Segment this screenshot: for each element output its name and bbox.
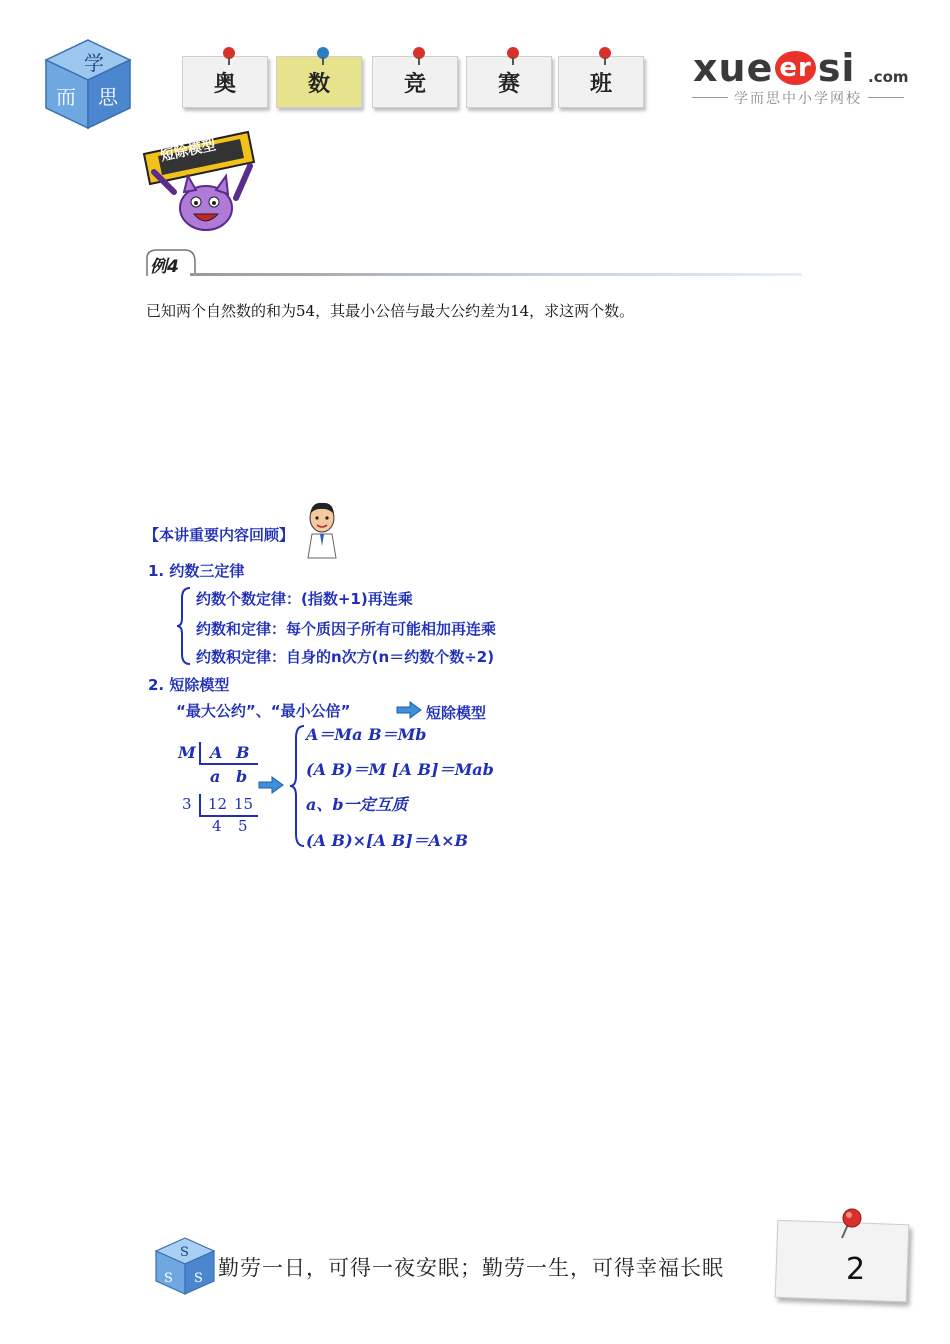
- banner-label: 短除模型: [159, 137, 218, 165]
- footer-motto: 勤劳一日，可得一夜安眠；勤劳一生，可得幸福长眠: [218, 1256, 724, 1280]
- teacher-avatar: [302, 500, 342, 560]
- law-divisor-product: 约数积定律：自身的n次方(n＝约数个数÷2): [196, 648, 495, 666]
- tab-label: 奥: [213, 71, 236, 97]
- review-title: 【本讲重要内容回顾】: [144, 526, 295, 544]
- brand-domain: .com: [868, 68, 909, 86]
- sss-cube-logo: [154, 1236, 216, 1296]
- example-divider: [190, 273, 802, 276]
- example-label: 例4: [150, 257, 179, 277]
- pin-icon: [599, 47, 611, 59]
- formula-2: (A B)＝M [A B]＝Mab: [306, 760, 494, 779]
- numeric-top-a: 12: [208, 795, 228, 813]
- brand-subtitle: [680, 88, 916, 108]
- logo-letter: S: [180, 1245, 189, 1260]
- logo-letter: S: [194, 1271, 203, 1286]
- section2-model-label: 短除模型: [426, 704, 487, 722]
- division-divisor: M: [178, 743, 196, 762]
- formula-4: (A B)×[A B]＝A×B: [306, 831, 469, 850]
- brand-suffix: si: [817, 46, 856, 90]
- brand-er-badge: er: [775, 51, 815, 85]
- numeric-bottom-a: 4: [212, 817, 222, 835]
- left-brace: [176, 586, 192, 666]
- logo-char: 思: [98, 85, 118, 109]
- tab-shu[interactable]: [276, 56, 362, 108]
- pin-icon: [413, 47, 425, 59]
- section2-subtitle: “最大公约”、“最小公倍”: [176, 702, 351, 720]
- division-bottom-a: a: [210, 767, 221, 786]
- xueersi-cube-logo: [44, 38, 132, 130]
- tab-ban[interactable]: [558, 56, 644, 108]
- division-bottom-b: b: [236, 767, 248, 786]
- brand-logo: [693, 46, 855, 90]
- section1-heading: 1. 约数三定律: [148, 562, 245, 580]
- pin-icon: [317, 47, 329, 59]
- numeric-divisor: 3: [182, 795, 192, 813]
- logo-char: 学: [84, 51, 104, 75]
- arrow-right-icon: [396, 701, 422, 719]
- pin-icon: [836, 1206, 866, 1240]
- tab-jing[interactable]: [372, 56, 458, 108]
- brand-subtitle-text: 学而思中小学网校: [734, 91, 862, 107]
- numeric-top-b: 15: [234, 795, 254, 813]
- brand-prefix: xue: [693, 46, 774, 90]
- logo-letter: S: [164, 1271, 173, 1286]
- tab-label: 竞: [403, 71, 426, 97]
- formula-1: A＝Ma B＝Mb: [306, 725, 427, 744]
- logo-char: 而: [56, 85, 76, 109]
- tab-label: 班: [589, 71, 612, 97]
- page-number: 2: [846, 1252, 866, 1287]
- pin-icon: [507, 47, 519, 59]
- tab-label: 数: [307, 71, 330, 97]
- division-bracket: [196, 740, 260, 766]
- tab-sai[interactable]: [466, 56, 552, 108]
- formula-brace: [288, 724, 306, 848]
- formula-3: a、b一定互质: [306, 795, 408, 814]
- division-top-a: A: [210, 743, 223, 762]
- tab-label: 赛: [497, 71, 520, 97]
- law-divisor-count: 约数个数定律：(指数+1)再连乘: [196, 590, 413, 608]
- law-divisor-sum: 约数和定律：每个质因子所有可能相加再连乘: [196, 620, 497, 638]
- pin-icon: [223, 47, 235, 59]
- tab-ao[interactable]: [182, 56, 268, 108]
- division-top-b: B: [236, 743, 250, 762]
- section2-heading: 2. 短除模型: [148, 676, 230, 694]
- arrow-right-icon: [258, 776, 284, 794]
- numeric-bottom-b: 5: [238, 817, 248, 835]
- problem-text: 已知两个自然数的和为54，其最小公倍与最大公约差为14，求这两个数。: [146, 302, 635, 320]
